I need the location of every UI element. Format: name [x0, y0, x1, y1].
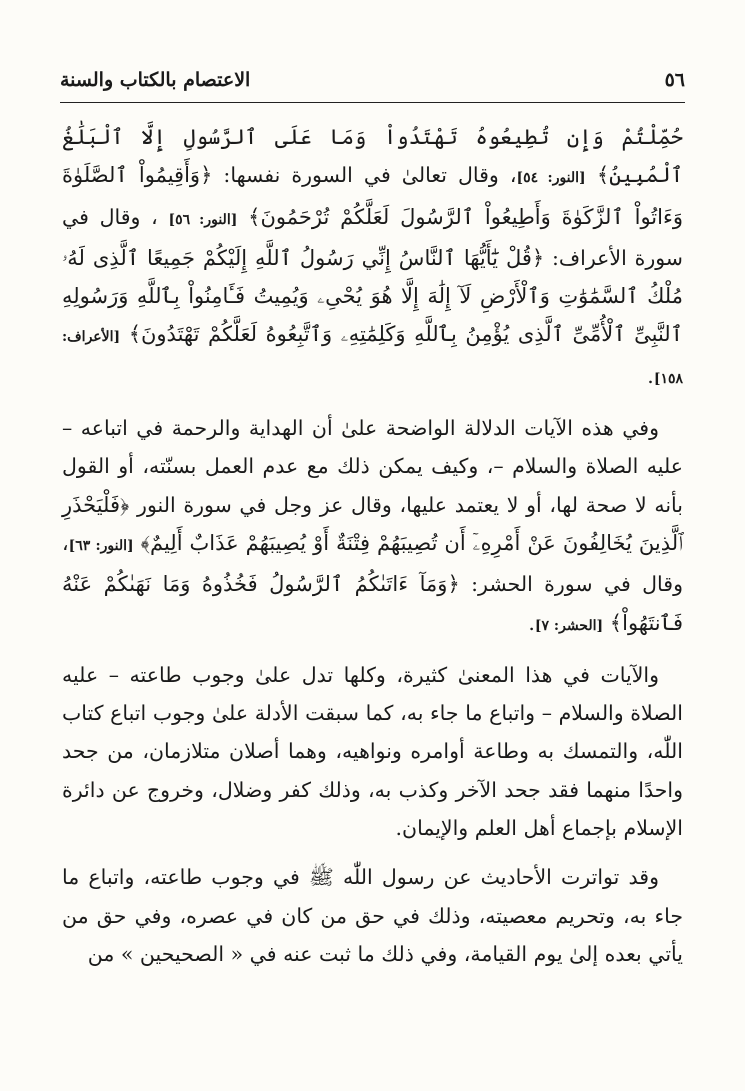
page-header — [60, 62, 685, 98]
verse-reference: [الحشر: ٧] — [534, 617, 604, 634]
paragraph-3 — [62, 656, 683, 847]
page-body — [62, 118, 683, 1091]
verse-reference: [النور: ٥٦] — [168, 211, 238, 228]
quran-verse: حُمِّلْتُمْ وَإِن تُطِيعُوهُ تَهْتَدُواْ وَمَا عَلَى ٱلرَّسُولِ إِلَّا ٱلْبَلَٰغُ ٱلْمُبِينُ﴾ — [62, 125, 684, 188]
quran-verse: ﴿وَمَآ ءَاتَىٰكُمُ ٱلرَّسُولُ فَخُذُوهُ وَمَا نَهَىٰكُمْ عَنْهُ فَٱنتَهُواْ﴾ — [62, 572, 683, 635]
body-text: وقد تواترت الأحاديث عن رسول اللّٰه ﷺ في وجوب طاعته، واتباع ما جاء به، وتحريم معصيته، وذلك في حق من كان في عصره، وفي حق من يأتي بعده إلىٰ يوم القيامة، وفي ذلك ما ثبت عنه في « الصحيحين » من — [62, 865, 683, 966]
body-text: ، وقال تعالىٰ في السورة نفسها: — [212, 163, 517, 188]
quran-verse: ﴿فَلْيَحْذَرِ ٱلَّذِينَ يُخَالِفُونَ عَنْ أَمْرِهِۦٓ أَن تُصِيبَهُمْ فِتْنَةٌ أَوْ يُصِيبَهُمْ عَذَابٌ أَلِيمٌ﴾ — [62, 492, 683, 555]
quran-verse: ﴿وَأَقِيمُواْ ٱلصَّلَوٰةَ وَءَاتُواْ ٱلزَّكَوٰةَ وَأَطِيعُواْ ٱلرَّسُولَ لَعَلَّكُمْ تُرْحَمُونَ﴾ — [62, 163, 683, 229]
body-text: والآيات في هذا المعنىٰ كثيرة، وكلها تدل علىٰ وجوب طاعته – عليه الصلاة والسلام – واتباع ما جاء به، كما سبقت الأدلة علىٰ وجوب اتباع كتاب اللّٰه، والتمسك به وطاعة أوامره ونواهيه، وهما أصلان متلازمان، من جحد واحدًا منهما فقد جحد الآخر وكذب به، وذلك كفر وضلال، وخروج عن دائرة الإسلام بإجماع أهل العلم والإيمان. — [62, 662, 683, 841]
body-text: . — [647, 363, 654, 388]
running-title: الاعتصام بالكتاب والسنة — [60, 69, 251, 91]
verse-reference: [النور: ٥٤] — [516, 170, 586, 187]
paragraph-4 — [62, 858, 683, 973]
paragraph-2 — [62, 409, 683, 645]
paragraph-1 — [62, 118, 683, 398]
page-number: ٥٦ — [664, 69, 685, 91]
verse-reference: [الأعراف: ١٥٨] — [62, 329, 683, 387]
quran-verse: ﴿قُلْ يَٰٓأَيُّهَا ٱلنَّاسُ إِنِّي رَسُولُ ٱللَّهِ إِلَيْكُمْ جَمِيعًا ٱلَّذِى لَهُۥ مُلْكُ ٱلسَّمَٰوَٰتِ وَٱلْأَرْضِ لَآ إِلَٰهَ إِلَّا هُوَ يُحْىِۦ وَيُمِيتُ فَـَٔامِنُواْ بِٱللَّهِ وَرَسُولِهِ ٱلنَّبِىِّ ٱلْأُمِّىِّ ٱلَّذِى يُؤْمِنُ بِٱللَّهِ وَكَلِمَٰتِهِۦ وَٱتَّبِعُوهُ لَعَلَّكُمْ تَهْتَدُونَ﴾ — [62, 245, 683, 347]
verse-reference: [النور: ٦٣] — [68, 537, 134, 554]
body-text: وفي هذه الآيات الدلالة الواضحة علىٰ أن الهداية والرحمة في اتباعه – عليه الصلاة والسلام –، وكيف يمكن ذلك مع عدم العمل بسنّته، أو القول بأنه لا صحة لها، أو لا يعتمد عليها، وقال عز وجل في سورة النور — [62, 416, 683, 517]
header-divider — [60, 102, 685, 103]
body-text: . — [528, 610, 535, 635]
body-text: ، وقال في سورة الحشر: — [62, 530, 683, 597]
body-text: ، وقال في سورة الأعراف: — [62, 204, 683, 270]
